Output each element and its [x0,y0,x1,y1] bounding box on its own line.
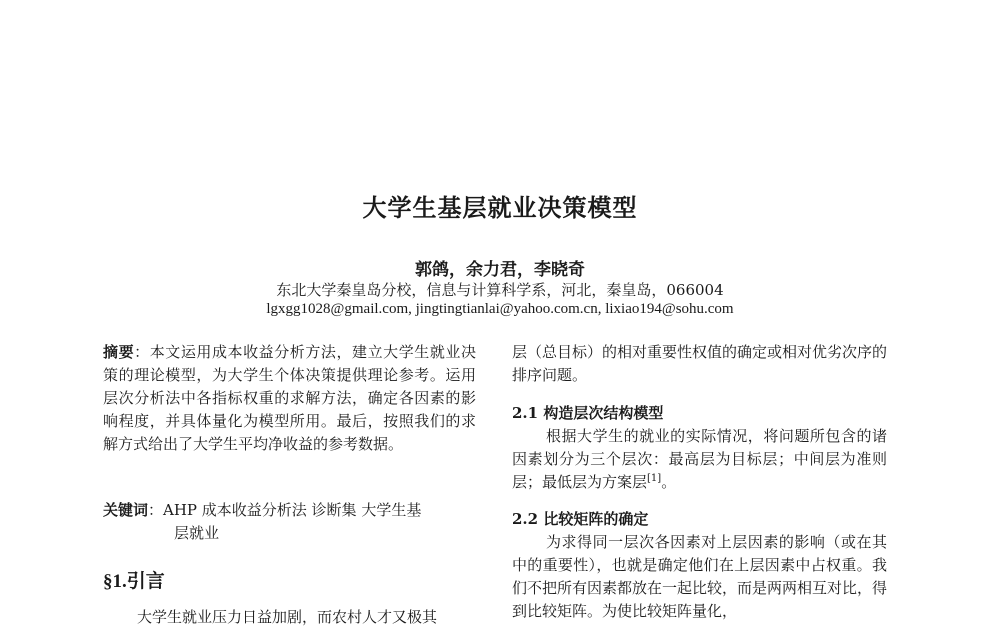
abstract-text: ：本文运用成本收益分析方法，建立大学生就业决策的理论模型，为大学生个体决策提供理论参考。运用层次分析法中各指标权重的求解方法，确定各因素的影响程度，并具体量化为模型所用。最后，按照我们的求解方式给出了大学生平均净收益的参考数据。 [103,343,476,453]
paper-title: 大学生基层就业决策模型 [362,194,638,222]
emails: lgxgg1028@gmail.com, jingtingtianlai@yahoo.com.cn, lixiao194@sohu.com [266,301,734,317]
keywords-line1: ：AHP 成本收益分析法 诊断集 大学生基 [148,501,422,519]
keywords [103,499,476,545]
continued-paragraph: 层（总目标）的相对重要性权值的确定或相对优劣次序的排序问题。 [512,343,888,384]
subsection-2-2-text: 为求得同一层次各因素对上层因素的影响（或在其中的重要性），也就是确定他们在上层因素中占权重。我们不把所有因素都放在一起比较，而是两两相互对比，得到比较矩阵。为使比较矩阵量化， [512,533,888,620]
s21-body: 根据大学生的就业的实际情况，将问题所包含的诸因素划分为三个层次：最高层为目标层；中间层为准则层；最低层为方案层 [512,427,887,491]
citation-ref: [1] [647,473,662,484]
s21-end: 。 [661,473,677,491]
keywords-label: 关键词 [103,501,149,519]
keywords-line2: 层就业 [174,524,220,542]
subsection-2-2-heading: 2.2 比较矩阵的确定 [512,510,649,528]
intro-paragraph: 大学生就业压力日益加剧，而农村人才又极其 [137,608,438,626]
section-heading: §1.引言 [103,571,165,592]
right-column [512,341,887,623]
subsection-2-1-text [512,425,887,494]
subsection-2-1-heading: 2.1 构造层次结构模型 [512,404,664,422]
abstract [103,341,476,456]
abstract-label: 摘要 [103,343,135,361]
affiliation: 东北大学秦皇岛分校，信息与计算科学系，河北，秦皇岛，066004 [276,281,724,299]
authors: 郭鸽，余力君，李晓奇 [415,260,585,280]
